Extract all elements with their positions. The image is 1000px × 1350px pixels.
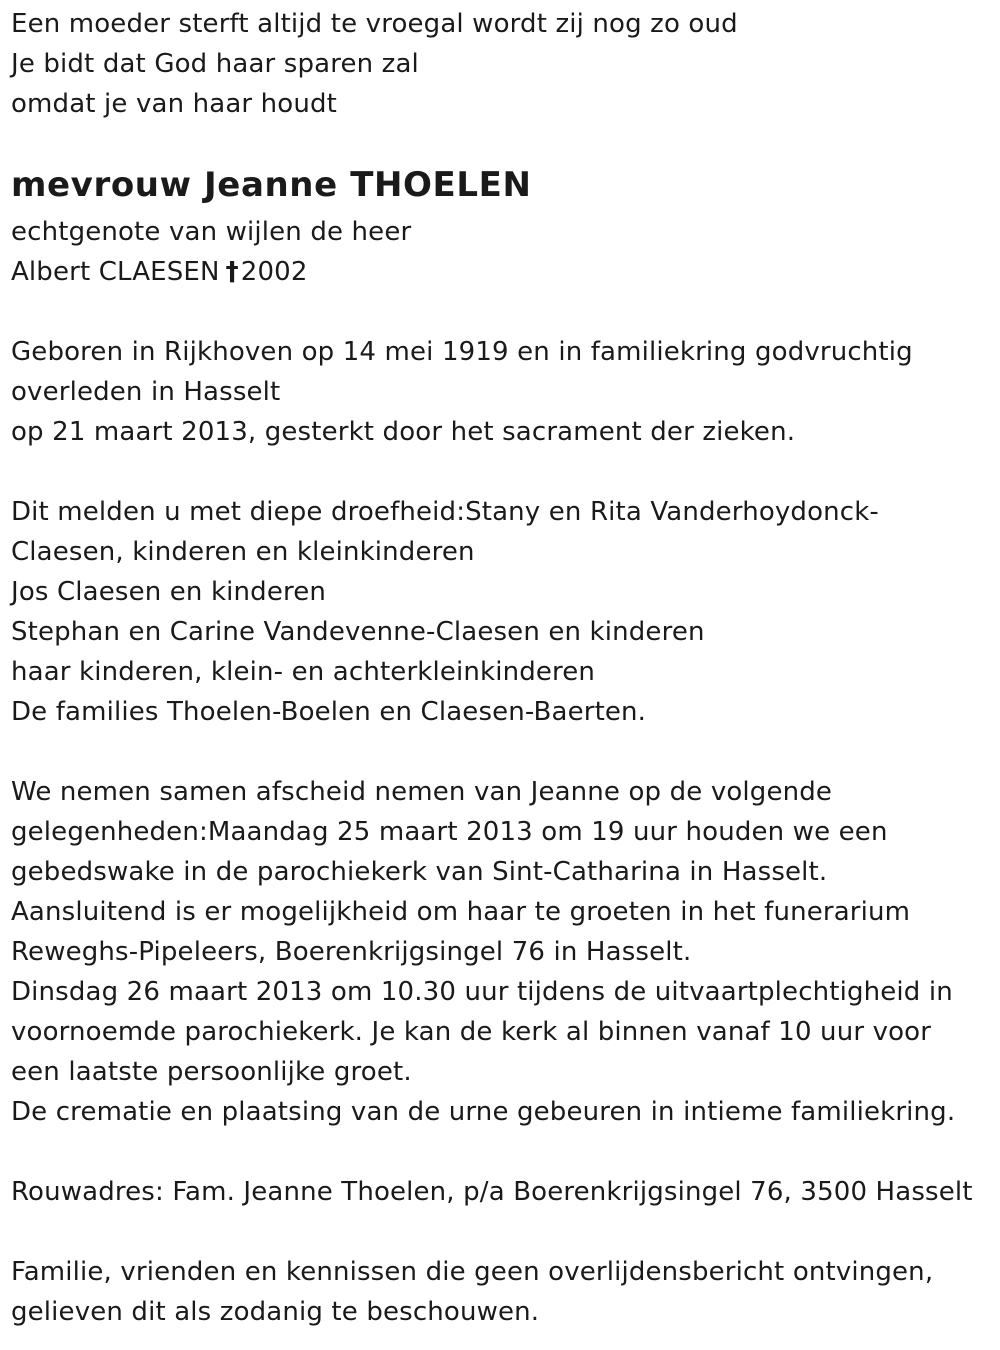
ceremony-line-2: gelegenheden:Maandag 25 maart 2013 om 19 uur houden we een — [11, 817, 888, 847]
announcement-line-2: Claesen, kinderen en kleinkinderen — [11, 537, 475, 567]
ceremony-line-1: We nemen samen afscheid nemen van Jeanne op de volgende — [11, 777, 833, 807]
ceremony-line-5: Reweghs-Pipeleers, Boerenkrijgsingel 76 in Hasselt. — [11, 937, 692, 967]
spouse-line: echtgenote van wijlen de heer — [11, 217, 412, 247]
spouse-death-year: 2002 — [240, 257, 308, 287]
poem-line-1: Een moeder sterft altijd te vroegal wordt zij nog zo oud — [11, 9, 738, 39]
ceremony-line-8: een laatste persoonlijke groet. — [11, 1057, 412, 1087]
announcement-line-4: Stephan en Carine Vandevenne-Claesen en kinderen — [11, 617, 705, 647]
poem-line-2: Je bidt dat God haar sparen zal — [11, 49, 419, 79]
birth-death-line-1: Geboren in Rijkhoven op 14 mei 1919 en in familiekring godvruchtig — [11, 337, 913, 367]
spouse-name: Albert CLAESEN — [11, 257, 220, 287]
deceased-name: mevrouw Jeanne THOELEN — [11, 165, 532, 205]
cross-icon: † — [225, 257, 239, 287]
announcement-line-1: Dit melden u met diepe droefheid:Stany en Rita Vanderhoydonck- — [11, 497, 879, 527]
spouse-name-line — [11, 252, 308, 292]
ceremony-line-7: voornoemde parochiekerk. Je kan de kerk al binnen vanaf 10 uur voor — [11, 1017, 932, 1047]
ceremony-line-6: Dinsdag 26 maart 2013 om 10.30 uur tijdens de uitvaartplechtigheid in — [11, 977, 953, 1007]
announcement-line-5: haar kinderen, klein- en achterkleinkinderen — [11, 657, 596, 687]
closing-line-2: gelieven dit als zodanig te beschouwen. — [11, 1297, 540, 1327]
announcement-line-6: De families Thoelen-Boelen en Claesen-Baerten. — [11, 697, 647, 727]
announcement-line-3: Jos Claesen en kinderen — [11, 577, 327, 607]
mourning-address: Rouwadres: Fam. Jeanne Thoelen, p/a Boerenkrijgsingel 76, 3500 Hasselt — [11, 1177, 973, 1207]
birth-death-line-2: overleden in Hasselt — [11, 377, 281, 407]
ceremony-line-9: De crematie en plaatsing van de urne gebeuren in intieme familiekring. — [11, 1097, 956, 1127]
poem-line-3: omdat je van haar houdt — [11, 89, 337, 119]
birth-death-line-3: op 21 maart 2013, gesterkt door het sacrament der zieken. — [11, 417, 796, 447]
ceremony-line-4: Aansluitend is er mogelijkheid om haar te groeten in het funerarium — [11, 897, 911, 927]
ceremony-line-3: gebedswake in de parochiekerk van Sint-Catharina in Hasselt. — [11, 857, 828, 887]
closing-line-1: Familie, vrienden en kennissen die geen overlijdensbericht ontvingen, — [11, 1257, 934, 1287]
